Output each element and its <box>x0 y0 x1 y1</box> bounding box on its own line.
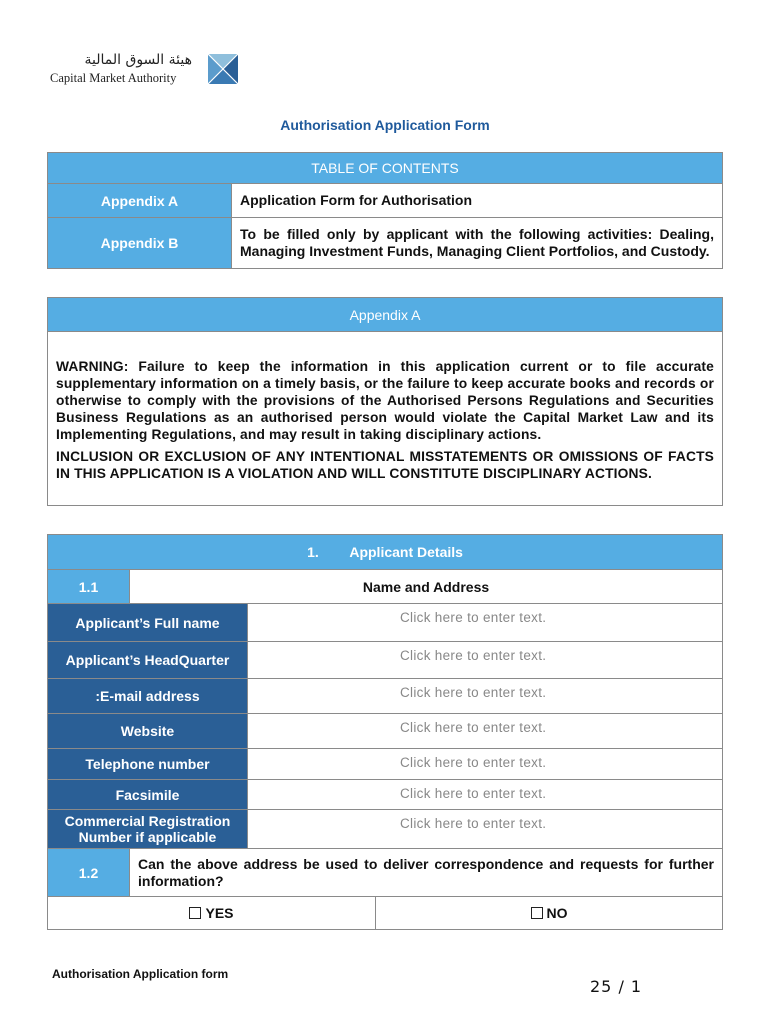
facsimile-input[interactable]: Click here to enter text. <box>248 780 723 810</box>
no-checkbox-icon[interactable] <box>531 907 543 919</box>
toc-appendix-a-label[interactable]: Appendix A <box>48 184 232 218</box>
logo-arabic-text: هيئة السوق المالية <box>84 52 192 68</box>
appendix-a-table <box>47 297 723 506</box>
website-label: Website <box>48 714 248 749</box>
section-1-2-number: 1.2 <box>48 849 130 897</box>
email-input[interactable]: Click here to enter text. <box>248 679 723 714</box>
headquarter-input[interactable]: Click here to enter text. <box>248 642 723 679</box>
facsimile-label: Facsimile <box>48 780 248 810</box>
toc-header: TABLE OF CONTENTS <box>48 153 723 184</box>
warning-text: WARNING: Failure to keep the information in this application current or to file accurate supplementary information on a timely basis, or the failure to keep accurate books and records or otherwise to comply with the provisions of the Authorised Persons Regulations and Securities Business Regulations as an authorised person would violate the Capital Market Law and its Implementing Regulations, and may result in taking disciplinary actions. <box>56 358 714 442</box>
website-input[interactable]: Click here to enter text. <box>248 714 723 749</box>
applicant-details-table <box>47 534 723 930</box>
inclusion-text: INCLUSION OR EXCLUSION OF ANY INTENTIONAL MISSTATEMENTS OR OMISSIONS OF FACTS IN THIS APPLICATION IS A VIOLATION AND WILL CONSTITUTE DISCIPLINARY ACTIONS. <box>56 448 714 481</box>
full-name-label: Applicant’s Full name <box>48 604 248 642</box>
toc-table <box>47 152 723 269</box>
appendix-a-header: Appendix A <box>48 298 723 332</box>
appendix-a-warning-cell <box>48 332 723 506</box>
yes-option[interactable] <box>48 897 376 930</box>
section-1-1-title: Name and Address <box>130 570 723 604</box>
applicant-details-header: 1. Applicant Details <box>48 535 723 570</box>
telephone-input[interactable]: Click here to enter text. <box>248 749 723 780</box>
cma-logo <box>50 50 250 90</box>
logo-english-text: Capital Market Authority <box>50 71 177 85</box>
toc-appendix-a-text: Application Form for Authorisation <box>232 184 723 218</box>
commercial-registration-label: Commercial Registration Number if applicable <box>48 810 248 849</box>
no-label: NO <box>546 905 568 921</box>
full-name-input[interactable]: Click here to enter text. <box>248 604 723 642</box>
yes-checkbox-icon[interactable] <box>189 907 201 919</box>
telephone-label: Telephone number <box>48 749 248 780</box>
yes-label: YES <box>205 905 234 921</box>
toc-appendix-b-text: To be filled only by applicant with the following activities: Dealing, Managing Investment Funds, Managing Client Portfolios, and Custody. <box>232 218 723 269</box>
section-1-1-number: 1.1 <box>48 570 130 604</box>
page-number: 25 / 1 <box>590 977 643 996</box>
toc-appendix-b-label[interactable]: Appendix B <box>48 218 232 269</box>
no-option[interactable] <box>376 897 723 930</box>
cma-emblem-icon <box>206 52 240 86</box>
section-1-2-question: Can the above address be used to deliver correspondence and requests for further information? <box>130 849 723 897</box>
commercial-registration-input[interactable]: Click here to enter text. <box>248 810 723 849</box>
headquarter-label: Applicant’s HeadQuarter <box>48 642 248 679</box>
footer-title: Authorisation Application form <box>52 967 229 981</box>
document-title: Authorisation Application Form <box>280 117 490 133</box>
email-label: :E-mail address <box>48 679 248 714</box>
